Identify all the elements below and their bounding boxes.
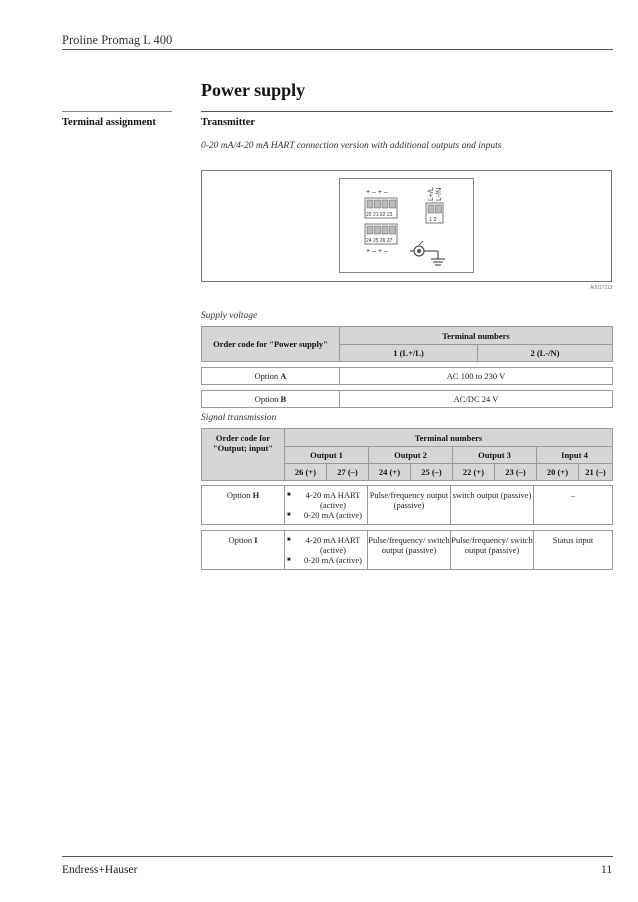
figure-id: A0017113 bbox=[590, 285, 613, 291]
wiring-diagram bbox=[339, 178, 474, 273]
signal-row-i bbox=[201, 530, 613, 570]
left-column-rule bbox=[62, 111, 172, 112]
top-terminal-numbers: 20 21 22 23 bbox=[366, 212, 393, 218]
power-terminal-numbers: 1 2 bbox=[429, 217, 437, 223]
list-item: ■ 0-20 mA (active) bbox=[285, 555, 367, 565]
supply-row-b bbox=[201, 390, 613, 408]
signal-output-3-cell: Pulse/frequency/ switch output (passive) bbox=[451, 531, 534, 570]
signal-order-code-header: Order code for "Output; input" bbox=[202, 429, 285, 481]
supply-option-cell: Option A bbox=[202, 368, 340, 385]
supply-option-cell: Option B bbox=[202, 391, 340, 408]
signal-output-2-cell: Pulse/frequency/ switch output (passive) bbox=[368, 531, 451, 570]
signal-terminal-22: 22 (+) bbox=[453, 464, 495, 481]
section-label-transmitter: Transmitter bbox=[201, 117, 256, 128]
list-item: ■ 4-20 mA HART (active) bbox=[285, 535, 367, 555]
terminal-slot bbox=[390, 226, 396, 234]
page-number: 11 bbox=[601, 864, 613, 876]
supply-voltage-header-table bbox=[201, 326, 613, 362]
signal-group-output-3: Output 3 bbox=[453, 447, 537, 464]
signal-terminal-27: 27 (–) bbox=[327, 464, 369, 481]
terminal-diagram-svg bbox=[340, 179, 473, 272]
terminal-slot bbox=[382, 200, 388, 208]
signal-terminal-24: 24 (+) bbox=[369, 464, 411, 481]
signal-terminal-23: 23 (–) bbox=[495, 464, 537, 481]
running-header-title: Proline Promag L 400 bbox=[62, 33, 173, 47]
signal-group-output-1: Output 1 bbox=[285, 447, 369, 464]
terminal-slot bbox=[367, 200, 373, 208]
terminal-slot bbox=[375, 226, 381, 234]
heading-rule bbox=[201, 111, 613, 112]
list-item: ■ 4-20 mA HART (active) bbox=[285, 490, 367, 510]
signal-output-1-cell bbox=[285, 486, 368, 525]
signal-output-3-cell: switch output (passive) bbox=[451, 486, 534, 525]
signal-output-2-cell: Pulse/frequency output (passive) bbox=[368, 486, 451, 525]
supply-order-code-header: Order code for "Power supply" bbox=[202, 327, 340, 362]
signal-header-table bbox=[201, 428, 613, 481]
supply-value-cell: AC/DC 24 V bbox=[340, 391, 613, 408]
signal-input-4-cell: – bbox=[534, 486, 613, 525]
supply-value-cell: AC 100 to 230 V bbox=[340, 368, 613, 385]
signal-terminal-20: 20 (+) bbox=[537, 464, 579, 481]
page-heading: Power supply bbox=[201, 80, 306, 100]
terminal-slot bbox=[382, 226, 388, 234]
signal-terminal-21: 21 (–) bbox=[579, 464, 613, 481]
signal-terminal-header: Terminal numbers bbox=[285, 429, 613, 447]
supply-terminal-header: Terminal numbers bbox=[340, 327, 613, 345]
terminal-slot bbox=[375, 200, 381, 208]
section-label-terminal-assignment: Terminal assignment bbox=[62, 117, 156, 128]
footer-brand: Endress+Hauser bbox=[62, 864, 138, 876]
signal-output-1-cell bbox=[285, 531, 368, 570]
signal-row-h bbox=[201, 485, 613, 525]
supply-col-2: 2 (L-/N) bbox=[478, 345, 613, 362]
signal-terminal-26: 26 (+) bbox=[285, 464, 327, 481]
supply-row-a bbox=[201, 367, 613, 385]
power-label-n: L-/N bbox=[436, 187, 443, 201]
signal-input-4-cell: Status input bbox=[534, 531, 613, 570]
bottom-terminal-numbers: 24 25 26 27 bbox=[366, 238, 393, 244]
cable-entry-core bbox=[417, 249, 421, 253]
signal-terminal-25: 25 (–) bbox=[411, 464, 453, 481]
footer-rule bbox=[62, 856, 613, 857]
signal-group-input-4: Input 4 bbox=[537, 447, 613, 464]
supply-voltage-title: Supply voltage bbox=[201, 311, 258, 321]
bottom-polarity-label: + – + – bbox=[366, 248, 388, 255]
terminal-slot bbox=[390, 200, 396, 208]
signal-transmission-title: Signal transmission bbox=[201, 413, 277, 423]
top-polarity-label: + – + – bbox=[366, 189, 388, 196]
terminal-slot bbox=[428, 205, 434, 213]
power-label-l: L+/L bbox=[428, 187, 435, 201]
supply-col-1: 1 (L+/L) bbox=[340, 345, 478, 362]
terminal-slot bbox=[367, 226, 373, 234]
signal-option-cell: Option H bbox=[202, 486, 285, 525]
figure-caption: 0-20 mA/4-20 mA HART connection version with additional outputs and inputs bbox=[201, 141, 502, 151]
terminal-slot bbox=[436, 205, 442, 213]
list-item: ■ 0-20 mA (active) bbox=[285, 510, 367, 520]
signal-group-output-2: Output 2 bbox=[369, 447, 453, 464]
signal-option-cell: Option I bbox=[202, 531, 285, 570]
header-rule bbox=[62, 49, 613, 50]
